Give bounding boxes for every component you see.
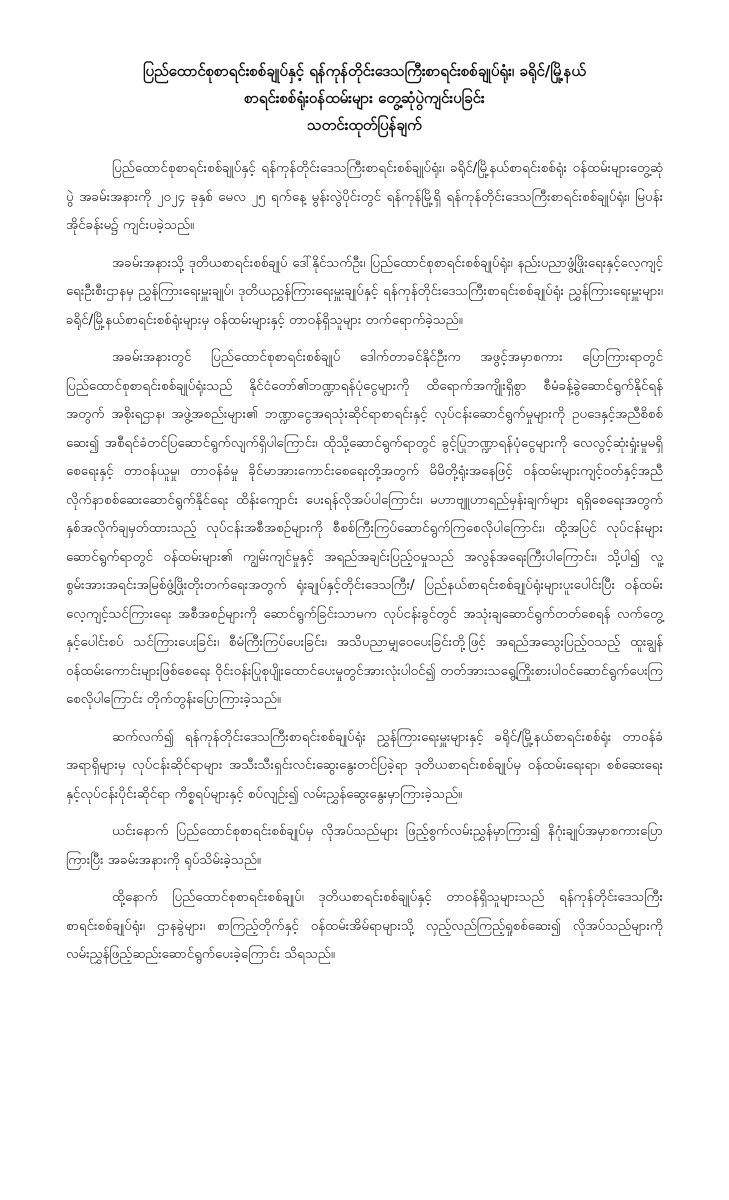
paragraph-6: ထို့နောက် ပြည်ထောင်စုစာရင်းစစ်ချုပ်၊ ဒုတိယစာရင်းစစ်ချုပ်နှင့် တာဝန်ရှိသူများသည် ရန်ကုန်တိုင်းဒေသကြီးစာရင်းစစ်ချုပ်ရုံး၊ ဌာနခွဲများ၊ စာကြည့်တိုက်နှင့် ဝန်ထမ်းအိမ်ရာများသို့ လှည့်လည်ကြည့်ရှုစစ်ဆေး၍ လိုအပ်သည်များကို လမ်းညွှန်ဖြည့်ဆည်းဆောင်ရွက်ပေးခဲ့ကြောင်း သိရသည်။ [66, 890, 663, 962]
paragraph-1: ပြည်ထောင်စုစာရင်းစစ်ချုပ်နှင့် ရန်ကုန်တိုင်းဒေသကြီးစာရင်းစစ်ချုပ်ရုံး၊ ခရိုင်/မြို့နယ်စာရင်းစစ်ရုံး ဝန်ထမ်းများတွေ့ဆုံပွဲ အခမ်းအနားကို ၂၀၂၄ ခုနှစ် မေလ ၂၅ ရက်နေ့ မွန်းလွဲပိုင်းတွင် ရန်ကုန်မြို့ရှိ ရန်ကုန်တိုင်းဒေသကြီးစာရင်းစစ်ချုပ်ရုံး၊ မြပန်းအိုင်ခန်းမ၌ ကျင်းပခဲ့သည်။ [66, 161, 663, 233]
press-release-heading [66, 58, 663, 139]
title-line-1: ပြည်ထောင်စုစာရင်းစစ်ချုပ်နှင့် ရန်ကုန်တိုင်းဒေသကြီးစာရင်းစစ်ချုပ်ရုံး၊ ခရိုင်/မြို့နယ် [143, 62, 586, 80]
paragraph-3: အခမ်းအနားတွင် ပြည်ထောင်စုစာရင်းစစ်ချုပ် ဒေါက်တာခင်နိုင်ဦးက အဖွင့်အမှာစကား ပြောကြားရာတွင် ပြည်ထောင်စုစာရင်းစစ်ချုပ်ရုံးသည် နိုင်ငံတော်၏ဘဏ္ဍာရန်ပုံငွေများကို ထိရောက်အကျိုးရှိစွာ စီမံခန့်ခွဲဆောင်ရွက်နိုင်ရန်အတွက် အစိုးရဌာန၊ အဖွဲ့အစည်းများ၏ ဘဏ္ဍာငွေအရသုံးဆိုင်ရာစာရင်းနှင့် လုပ်ငန်းဆောင်ရွက်မှုများကို ဥပဒေနှင့်အညီစိစစ်ဆေး၍ အစီရင်ခံတင်ပြဆောင်ရွက်လျက်ရှိပါကြောင်း၊ ထိုသို့ဆောင်ရွက်ရာတွင် ခွင့်ပြုဘဏ္ဍာရန်ပုံငွေများကို လေလွင့်ဆုံးရှုံးမှုမရှိစေရေးနှင့် တာဝန်ယူမှု၊ တာဝန်ခံမှု ခိုင်မာအားကောင်းစေရေးတို့အတွက် မိမိတို့ရုံးအနေဖြင့် ဝန်ထမ်းများကျင့်ဝတ်နှင့်အညီ လိုက်နာစစ်ဆေးဆောင်ရွက်နိုင်ရေး ထိန်းကျောင်း ပေးရန်လိုအပ်ပါကြောင်း၊ မဟာဗျူဟာရည်မှန်းချက်များ ရရှိစေရေးအတွက် နှစ်အလိုက်ချမှတ်ထားသည့် လုပ်ငန်းအစီအစဉ်များကို စီစစ်ကြီးကြပ်ဆောင်ရွက်ကြစေလိုပါကြောင်း၊ ထို့အပြင် လုပ်ငန်းများ ဆောင်ရွက်ရာတွင် ဝန်ထမ်းများ၏ ကျွမ်းကျင်မှုနှင့် အရည်အချင်းပြည့်ဝမှုသည် အလွန်အရေးကြီးပါကြောင်း၊ သို့ပါ၍ လူ့စွမ်းအားအရင်းအမြစ်ဖွံ့ဖြိုးတိုးတက်ရေးအတွက် ရုံးချုပ်နှင့်တိုင်းဒေသကြီး/ ပြည်နယ်စာရင်းစစ်ချုပ်ရုံးများပူးပေါင်းပြီး ဝန်ထမ်းလေ့ကျင့်သင်ကြားရေး အစီအစဉ်များကို ဆောင်ရွက်ခြင်းသာမက လုပ်ငန်းခွင်တွင် အသုံးချဆောင်ရွက်တတ်စေရန် လက်တွေ့နှင့်ပေါင်းစပ် သင်ကြားပေးခြင်း၊ စီမံကြီးကြပ်ပေးခြင်း၊ အသိပညာမျှဝေပေးခြင်းတို့ဖြင့် အရည်အသွေးပြည့်ဝသည့် ထူးချွန်ဝန်ထမ်းကောင်းများဖြစ်စေရေး ဝိုင်းဝန်းပြုစုပျိုးထောင်ပေးမှုတွင်အားလုံးပါဝင်၍ တတ်အားသရွေ့ကြိုးစားပါဝင်ဆောင်ရွက်ပေးကြစေလိုပါကြောင်း တိုက်တွန်းပြောကြားခဲ့သည်။ [66, 350, 663, 707]
paragraph-5: ယင်းနောက် ပြည်ထောင်စုစာရင်းစစ်ချုပ်မှ လိုအပ်သည်များ ဖြည့်စွက်လမ်းညွှန်မှာကြား၍ နိဂုံးချုပ်အမှာစကားပြောကြားပြီး အခမ်းအနားကို ရုပ်သိမ်းခဲ့သည်။ [66, 824, 663, 868]
paragraph-2: အခမ်းအနားသို့ ဒုတိယစာရင်းစစ်ချုပ် ဒေါ်နိုင်သက်ဦး၊ ပြည်ထောင်စုစာရင်းစစ်ချုပ်ရုံး၊ နည်းပညာဖွံ့ဖြိုးရေးနှင့်လေ့ကျင့်ရေးဦးစီးဌာနမှ ညွှန်ကြားရေးမှူးချုပ်၊ ဒုတိယညွှန်ကြားရေးမှူးချုပ်နှင့် ရန်ကုန်တိုင်းဒေသကြီးစာရင်းစစ်ချုပ်ရုံး ညွှန်ကြားရေးမှူးများ၊ ခရိုင်/မြို့နယ်စာရင်းစစ်ရုံးများမှ ဝန်ထမ်းများနှင့် တာဝန်ရှိသူများ တက်ရောက်ခဲ့သည်။ [66, 255, 663, 328]
title-line-2: စာရင်းစစ်ရုံးဝန်ထမ်းများ တွေ့ဆုံပွဲကျင်းပခြင်း [244, 89, 485, 107]
title-line-3: သတင်းထုတ်ပြန်ချက် [307, 116, 422, 134]
paragraph-4: ဆက်လက်၍ ရန်ကုန်တိုင်းဒေသကြီးစာရင်းစစ်ချုပ်ရုံး ညွှန်ကြားရေးမှူးများနှင့် ခရိုင်/မြို့နယ်စာရင်းစစ်ရုံး တာဝန်ခံအရာရှိများမှ လုပ်ငန်းဆိုင်ရာများ အသီးသီးရှင်းလင်းဆွေးနွေးတင်ပြခဲ့ရာ ဒုတိယစာရင်းစစ်ချုပ်မှ ဝန်ထမ်းရေးရာ၊ စစ်ဆေးရေးနှင့်လုပ်ငန်းပိုင်းဆိုင်ရာ ကိစ္စရပ်များနှင့် စပ်လျဉ်း၍ လမ်းညွှန်ဆွေးနွေးမှာကြားခဲ့သည်။ [66, 729, 663, 802]
